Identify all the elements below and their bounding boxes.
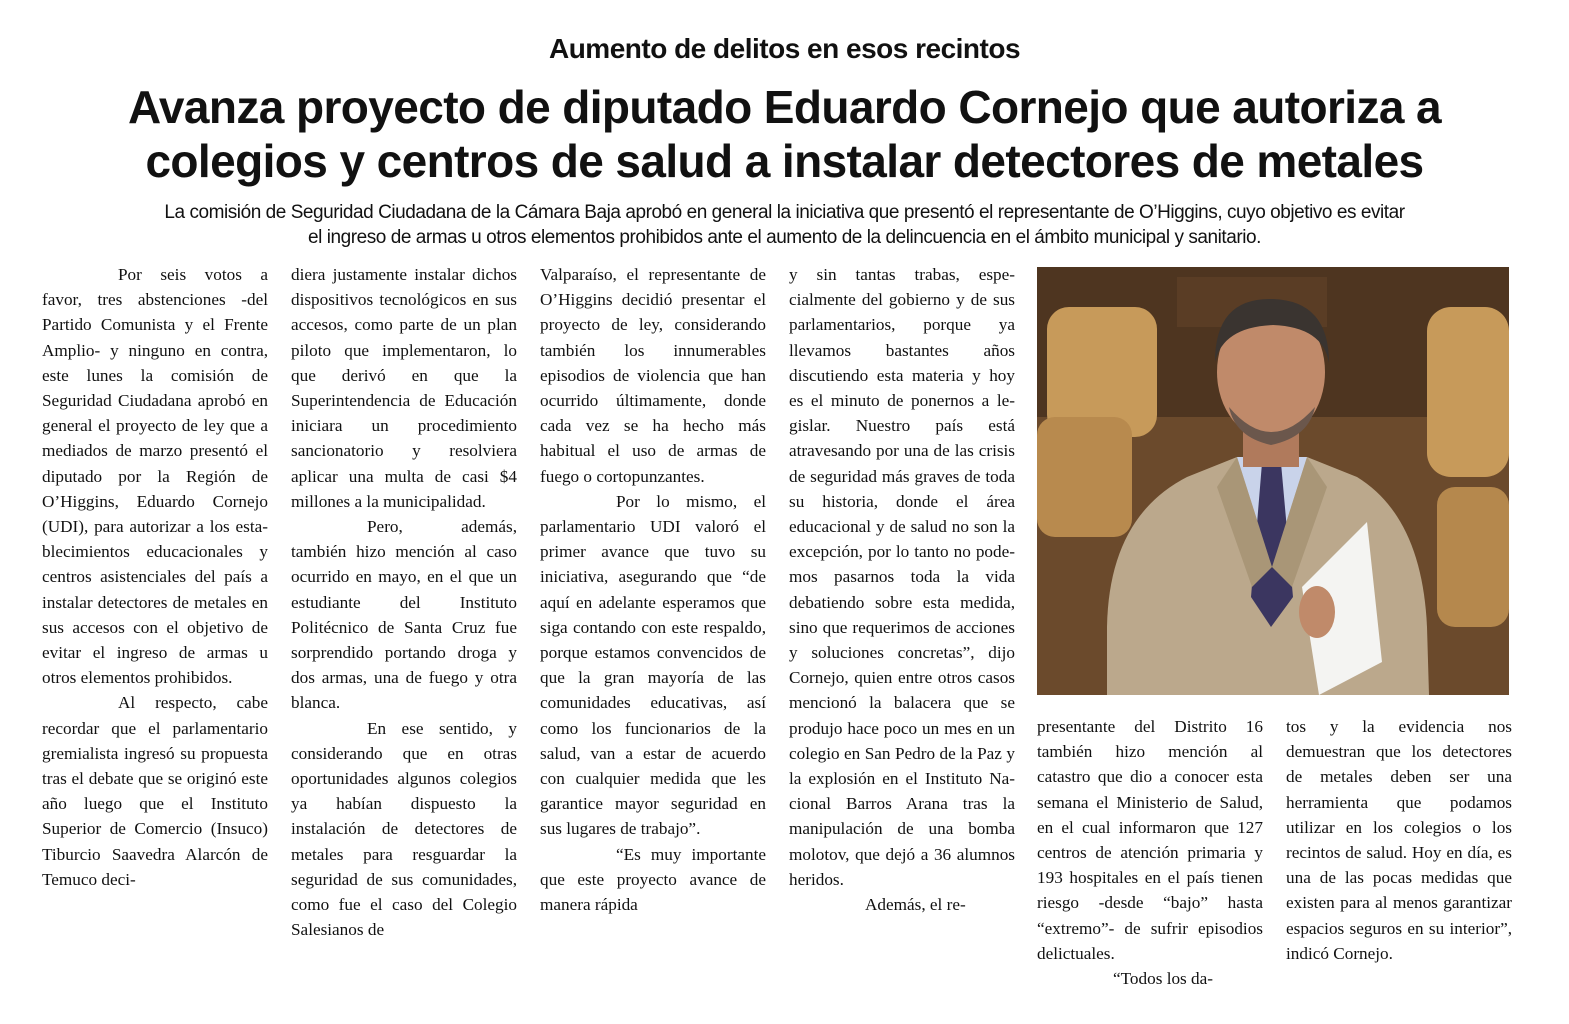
body-column-3 bbox=[540, 262, 766, 1022]
article-headline bbox=[0, 80, 1569, 188]
article-deck bbox=[20, 200, 1549, 250]
paragraph: presentante del Distrito 16 también hizo mención al catastro que dio a conocer esta semana el Ministerio de Salud, en el cual informaron que 127 centros de atención primaria y 193 hospitales en el país tienen riesgo -desde “bajo” hasta “extremo”- de sufrir episodios delictuales. bbox=[1037, 717, 1263, 963]
article-photo bbox=[1037, 267, 1509, 695]
paragraph: Además, el re- bbox=[865, 895, 966, 915]
paragraph: Pero, además, también hizo mención al caso ocurrido en mayo, en el que un estudiante del Instituto Politécnico de Santa Cruz fue sorprendido portando droga y dos armas, una de fuego y otra blanca. bbox=[291, 517, 517, 713]
body-column-4 bbox=[789, 262, 1015, 1022]
paragraph: En ese sentido, y considerando que en otras oportunidades algunos colegios ya habían dispuesto la instalación de detectores de metales para resguardar la seguridad de sus comunidades, como fue el caso del Colegio Salesianos de bbox=[291, 718, 517, 940]
person-photo-icon bbox=[1037, 267, 1509, 695]
body-column-5 bbox=[1037, 714, 1263, 1022]
deck-line-1: La comisión de Seguridad Ciudadana de la Cámara Baja aprobó en general la iniciativa que presentó el representante de O’Higgins, cuyo objetivo es evitar bbox=[164, 202, 1405, 223]
paragraph: “Todos los da- bbox=[1113, 969, 1213, 989]
paragraph: y sin tantas trabas, especialmente del gobierno y de sus parlamentarios, porque ya llevamos bastantes años discutiendo esta materia y hoy es el minuto de ponernos a legislar. Nuestro país está atravesando por una de las crisis de seguridad más graves de toda su historia, donde el área educacional y de salud no son la excepción, por lo tanto no podemos pasarnos toda la vida debatiendo sobre esta medida, sino que requerimos de acciones y soluciones concretas”, dijo Cornejo, quien entre otros casos mencionó la balacera que se produjo hace poco un mes en un colegio en San Pedro de la Paz y la explosión en el Instituto Nacional Barros Arana tras la manipulación de una bomba molotov, que dejó a 36 alumnos heridos. bbox=[789, 265, 1015, 889]
headline-line-1: Avanza proyecto de diputado Eduardo Cornejo que autoriza a bbox=[128, 81, 1441, 133]
paragraph: Al respecto, cabe recordar que el parlamentario gremialista ingresó su propuesta tras el debate que se originó este año luego que el Instituto Superior de Comercio (Insuco) Tiburcio Saavedra Alarcón de Temuco deci- bbox=[42, 693, 268, 889]
deck-line-2: el ingreso de armas u otros elementos prohibidos ante el aumento de la delincuencia en el ámbito municipal y sanitario. bbox=[308, 227, 1261, 248]
headline-line-2: colegios y centros de salud a instalar detectores de metales bbox=[145, 135, 1424, 187]
paragraph: “Es muy importante que este proyecto avance de manera rápida bbox=[540, 844, 766, 915]
body-column-1 bbox=[42, 262, 268, 1022]
body-column-2 bbox=[291, 262, 517, 1022]
paragraph: Por seis votos a favor, tres abstenciones -del Partido Comunista y el Frente Amplio- y ninguno en contra, este lunes la comisión de Seguridad Ciudadana aprobó en general el proyecto de ley que a mediados de marzo presentó el diputado por la Región de O’Higgins, Eduardo Cornejo (UDI), para autorizar a los establecimientos educacionales y centros asistenciales del país a instalar detectores de metales en sus accesos con el objetivo de evitar el ingreso de armas u otros elementos prohibidos. bbox=[42, 265, 268, 688]
paragraph: Por lo mismo, el parlamentario UDI valoró el primer avance que tuvo su iniciativa, asegurando que “de aquí en adelante esperamos que siga contando con este respaldo, porque estamos convencidos de que la gran mayoría de las comunidades educativas, así como los funcionarios de la salud, van a estar de acuerdo con cualquier medida que les garantice mayor seguridad en sus lugares de trabajo”. bbox=[540, 491, 766, 839]
paragraph: diera justamente instalar dichos dispositivos tecnológicos en sus accesos, como parte de un plan piloto que implementaron, lo que derivó en que la Superintendencia de Educación iniciara un procedimiento sancionatorio y resolviera aplicar una multa de casi $4 millones a la municipalidad. bbox=[291, 265, 517, 511]
paragraph: Valparaíso, el representante de O’Higgins decidió presentar el proyecto de ley, considerando también los innumerables episodios de violencia que han ocurrido últimamente, donde cada vez se ha hecho más habitual el uso de armas de fuego o cortopunzantes. bbox=[540, 265, 766, 486]
article-kicker: Aumento de delitos en esos recintos bbox=[548, 33, 1021, 64]
body-column-6 bbox=[1286, 714, 1512, 1022]
paragraph: tos y la evidencia nos demuestran que los detectores de metales deben ser una herramienta que podamos utilizar en los colegios o los recintos de salud. Hoy en día, es una de las pocas medidas que existen para al menos garantizar espacios seguros en su interior”, indicó Cornejo. bbox=[1286, 717, 1512, 963]
